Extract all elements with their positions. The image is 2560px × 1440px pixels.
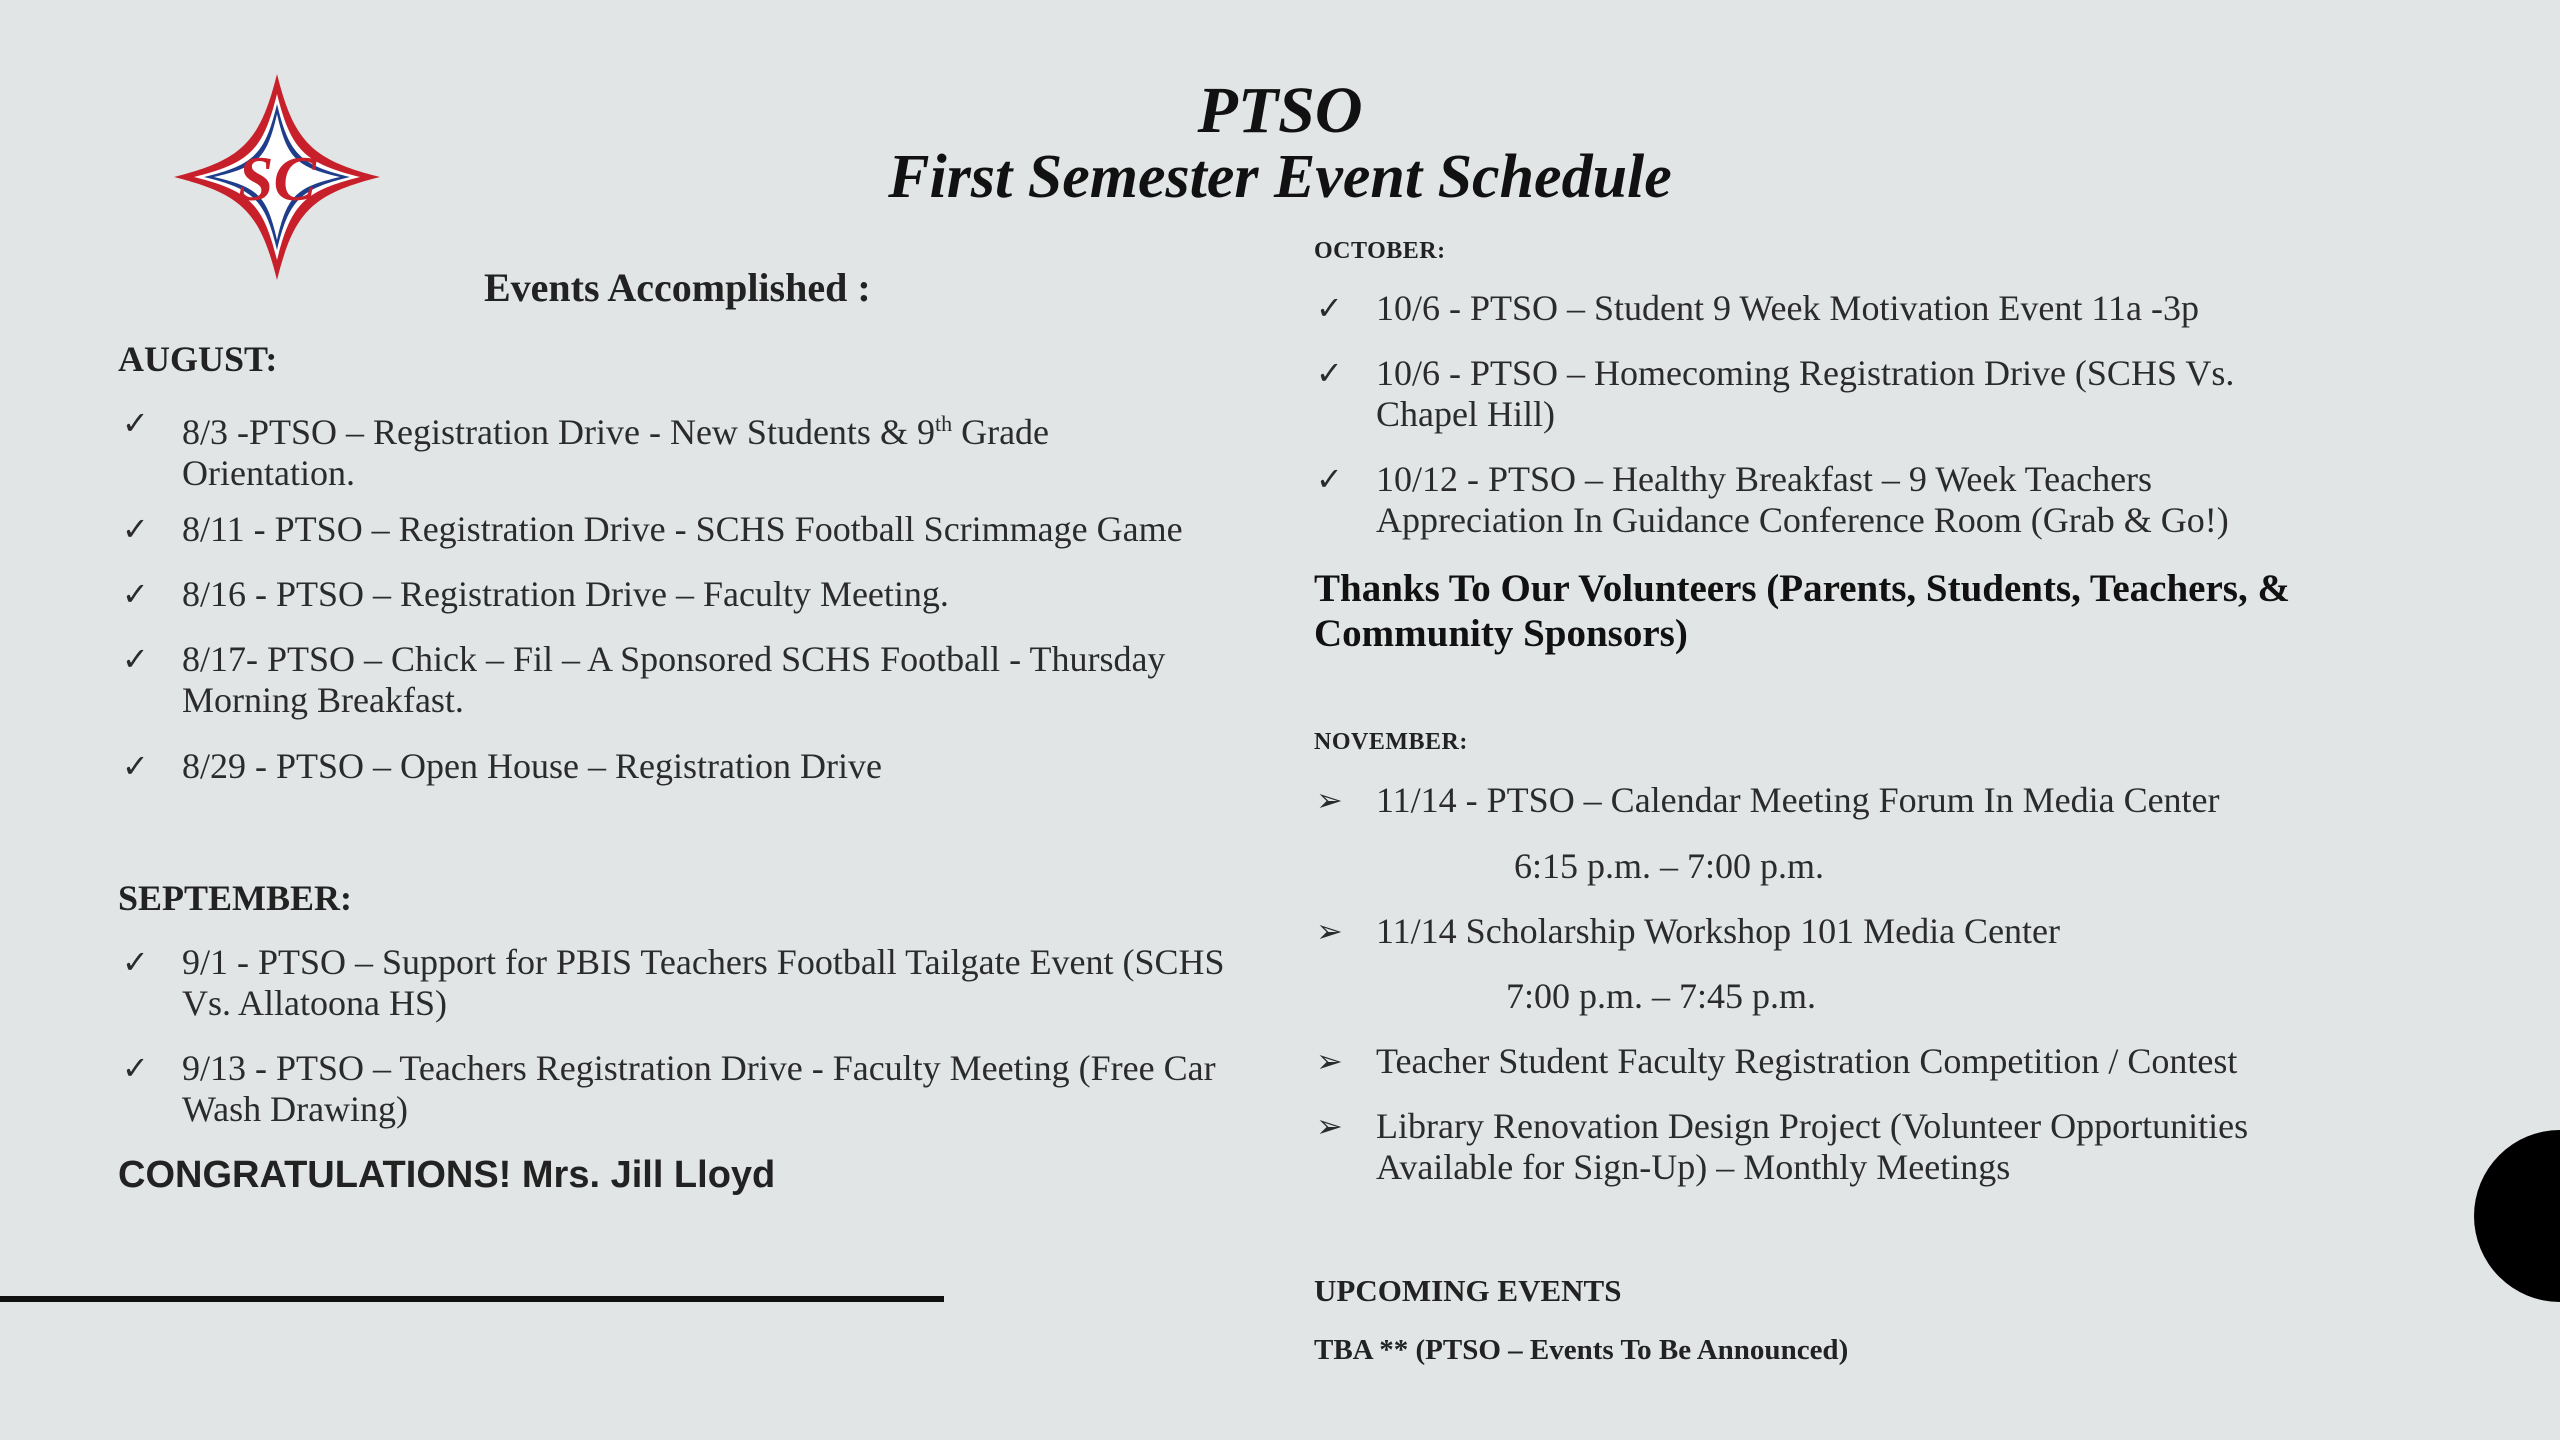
- november-heading: NOVEMBER:: [1314, 729, 1468, 755]
- arrow-bullet-icon: ➢: [1316, 1042, 1343, 1080]
- list-item: ✓ 8/16 - PTSO – Registration Drive – Faculty Meeting.: [122, 574, 949, 614]
- upcoming-events-heading: UPCOMING EVENTS: [1314, 1273, 1622, 1308]
- page-title: [780, 74, 1780, 211]
- september-heading: SEPTEMBER:: [118, 878, 353, 918]
- arrow-bullet-icon: ➢: [1316, 781, 1343, 819]
- list-item: ✓ 9/13 - PTSO – Teachers Registration Drive - Faculty Meeting (Free Car Wash Drawing): [122, 1048, 1216, 1129]
- check-icon: ✓: [1316, 289, 1343, 327]
- event-time: 6:15 p.m. – 7:00 p.m.: [1514, 846, 1825, 886]
- arrow-bullet-icon: ➢: [1316, 912, 1343, 950]
- list-item: ✓ 8/29 - PTSO – Open House – Registration Drive: [122, 746, 882, 786]
- title-line-2: First Semester Event Schedule: [888, 143, 1672, 211]
- check-icon: ✓: [1316, 460, 1343, 498]
- divider-line: [0, 1296, 944, 1302]
- list-item: ✓ 8/11 - PTSO – Registration Drive - SCHS Football Scrimmage Game: [122, 509, 1183, 549]
- check-icon: ✓: [122, 747, 149, 785]
- upcoming-events-text: TBA ** (PTSO – Events To Be Announced): [1314, 1334, 1849, 1366]
- list-item: ✓ 10/12 - PTSO – Healthy Breakfast – 9 Week Teachers Appreciation In Guidance Conference Room (Grab & Go!): [1316, 459, 2229, 540]
- check-icon: ✓: [122, 943, 149, 981]
- check-icon: ✓: [122, 640, 149, 678]
- event-time: 7:00 p.m. – 7:45 p.m.: [1506, 976, 1817, 1016]
- events-accomplished-heading: Events Accomplished :: [484, 265, 871, 310]
- list-item: ✓ 10/6 - PTSO – Student 9 Week Motivation Event 11a -3p: [1316, 288, 2200, 328]
- list-item: ➢ 11/14 - PTSO – Calendar Meeting Forum In Media Center: [1316, 780, 2220, 820]
- logo-text: SC: [237, 143, 317, 214]
- check-icon: ✓: [122, 510, 149, 548]
- october-heading: OCTOBER:: [1314, 238, 1446, 264]
- decorative-circle: [2474, 1130, 2560, 1302]
- check-icon: ✓: [122, 575, 149, 613]
- list-item: ✓ 8/17- PTSO – Chick – Fil – A Sponsored SCHS Football - Thursday Morning Breakfast.: [122, 639, 1166, 720]
- arrow-bullet-icon: ➢: [1316, 1107, 1343, 1145]
- check-icon: ✓: [122, 1049, 149, 1087]
- list-item: ✓ 9/1 - PTSO – Support for PBIS Teachers Football Tailgate Event (SCHS Vs. Allatoona HS): [122, 942, 1225, 1023]
- august-heading: AUGUST:: [118, 339, 278, 379]
- list-item: ➢ 11/14 Scholarship Workshop 101 Media Center: [1316, 911, 2061, 951]
- volunteers-thanks: Thanks To Our Volunteers (Parents, Students, Teachers, & Community Sponsors): [1314, 567, 2290, 655]
- list-item: ➢ Teacher Student Faculty Registration Competition / Contest: [1316, 1041, 2238, 1081]
- list-item: ➢ Library Renovation Design Project (Volunteer Opportunities Available for Sign-Up) – Monthly Meetings: [1316, 1106, 2249, 1187]
- check-icon: ✓: [122, 404, 149, 442]
- check-icon: ✓: [1316, 354, 1343, 392]
- congratulations-text: CONGRATULATIONS! Mrs. Jill Lloyd: [118, 1154, 776, 1196]
- title-line-1: PTSO: [1197, 74, 1363, 147]
- list-item: ✓ 8/3 -PTSO – Registration Drive - New Students & 9th Grade Orientation.: [122, 404, 1050, 493]
- list-item: ✓ 10/6 - PTSO – Homecoming Registration Drive (SCHS Vs. Chapel Hill): [1316, 353, 2235, 434]
- school-logo: [172, 72, 382, 282]
